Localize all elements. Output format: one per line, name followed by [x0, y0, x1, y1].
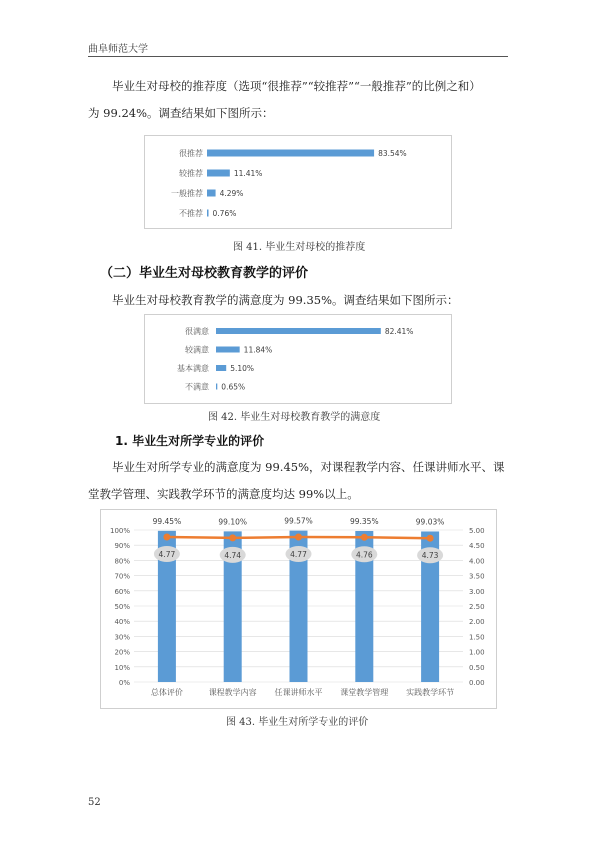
header-rule — [88, 56, 508, 57]
y-tick-label-left: 40% — [114, 618, 130, 627]
line-point — [295, 533, 302, 540]
paragraph-satisfaction — [88, 287, 508, 314]
data-label: 82.41% — [384, 327, 414, 336]
data-label: 4.29% — [219, 189, 244, 198]
figure-caption: 图 41. 毕业生对母校的推荐度 — [233, 242, 366, 253]
paragraph-major — [88, 454, 508, 508]
bar — [207, 170, 230, 177]
y-tick-label-right: 4.50 — [469, 542, 485, 551]
line-data-label: 4.77 — [290, 549, 307, 559]
bar — [216, 365, 226, 371]
line-point — [163, 533, 170, 540]
category-label: 很满意 — [185, 327, 209, 336]
category-label: 任课讲师水平 — [274, 688, 323, 697]
bar — [207, 150, 374, 157]
section-heading: （二）毕业生对母校教育教学的评价 — [100, 266, 309, 281]
category-label: 总体评价 — [150, 688, 183, 697]
y-tick-label-right: 0.00 — [469, 679, 485, 687]
header-university: 曲阜师范大学 — [88, 44, 148, 55]
bar — [207, 210, 209, 217]
bar-data-label: 99.35% — [349, 516, 379, 526]
data-label: 5.10% — [230, 364, 255, 373]
y-tick-label-right: 2.00 — [469, 618, 485, 627]
line-point — [229, 534, 236, 541]
bar — [216, 384, 217, 390]
y-tick-label-right: 1.00 — [469, 648, 485, 657]
bar-data-label: 99.57% — [284, 516, 313, 526]
paragraph-line: 毕业生对所学专业的满意度为 99.45%，对课程教学内容、任课讲师水平、课 — [112, 460, 505, 474]
bar — [216, 347, 240, 353]
category-label: 不满意 — [185, 382, 209, 392]
bar — [207, 190, 216, 197]
y-tick-label-left: 100% — [109, 527, 130, 535]
data-label: 0.76% — [212, 209, 237, 218]
y-tick-label-left: 30% — [114, 633, 130, 642]
category-label: 课堂教学管理 — [340, 688, 389, 697]
y-tick-label-left: 60% — [114, 587, 130, 596]
paragraph-line: 毕业生对母校的推荐度（选项“很推荐”“较推荐”“一般推荐”的比例之和） — [112, 79, 481, 93]
page-number: 52 — [88, 797, 101, 808]
figure-caption: 图 43. 毕业生对所学专业的评价 — [226, 717, 369, 728]
major-evaluation-combo-chart — [101, 510, 496, 708]
category-label: 较推荐 — [179, 169, 203, 178]
bar — [216, 328, 381, 334]
chart-recommendation — [144, 135, 452, 229]
category-label: 不推荐 — [179, 209, 203, 218]
data-label: 11.84% — [243, 345, 273, 355]
line-data-label: 4.76 — [355, 550, 373, 560]
recommendation-bar-chart — [145, 136, 451, 228]
paragraph-recommendation — [88, 73, 508, 127]
line-data-label: 4.73 — [421, 551, 439, 561]
y-tick-label-left: 50% — [114, 603, 130, 611]
y-tick-label-right: 2.50 — [469, 603, 485, 611]
figure-caption: 图 42. 毕业生对母校教育教学的满意度 — [208, 412, 381, 423]
line-point — [427, 535, 434, 542]
data-label: 11.41% — [233, 169, 263, 178]
bar-data-label: 99.03% — [415, 517, 445, 527]
y-tick-label-right: 4.00 — [469, 557, 485, 566]
y-tick-label-left: 80% — [114, 557, 130, 566]
y-tick-label-left: 10% — [114, 663, 130, 672]
satisfaction-bar-chart — [145, 315, 451, 403]
data-label: 83.54% — [378, 149, 407, 158]
chart-major-evaluation — [100, 509, 497, 709]
paragraph-line: 堂教学管理、实践教学环节的满意度均达 99%以上。 — [88, 487, 359, 501]
y-tick-label-right: 1.50 — [469, 633, 485, 642]
chart-satisfaction — [144, 314, 452, 404]
y-tick-label-right: 3.00 — [469, 587, 485, 596]
category-label: 实践教学环节 — [406, 688, 455, 697]
paragraph-line: 毕业生对母校教育教学的满意度为 99.35%。调查结果如下图所示： — [112, 293, 459, 307]
y-tick-label-left: 70% — [114, 572, 130, 581]
category-label: 课程教学内容 — [208, 688, 257, 697]
y-tick-label-right: 0.50 — [469, 663, 485, 672]
line-data-label: 4.77 — [158, 549, 176, 559]
bar-data-label: 99.10% — [218, 517, 248, 527]
y-tick-label-left: 20% — [114, 648, 130, 657]
y-tick-label-right: 3.50 — [469, 572, 485, 581]
bar-data-label: 99.45% — [152, 516, 182, 526]
y-tick-label-right: 5.00 — [469, 527, 485, 535]
line-data-label: 4.74 — [224, 550, 242, 560]
category-label: 较满意 — [185, 345, 209, 355]
y-tick-label-left: 0% — [118, 679, 130, 687]
category-label: 基本满意 — [177, 364, 209, 373]
line-point — [361, 534, 368, 541]
paragraph-line: 为 99.24%。调查结果如下图所示： — [88, 106, 274, 120]
y-tick-label-left: 90% — [114, 542, 130, 551]
category-label: 一般推荐 — [171, 189, 203, 198]
data-label: 0.65% — [221, 382, 246, 392]
category-label: 很推荐 — [179, 149, 203, 158]
subsection-heading: 1. 毕业生对所学专业的评价 — [115, 434, 265, 448]
